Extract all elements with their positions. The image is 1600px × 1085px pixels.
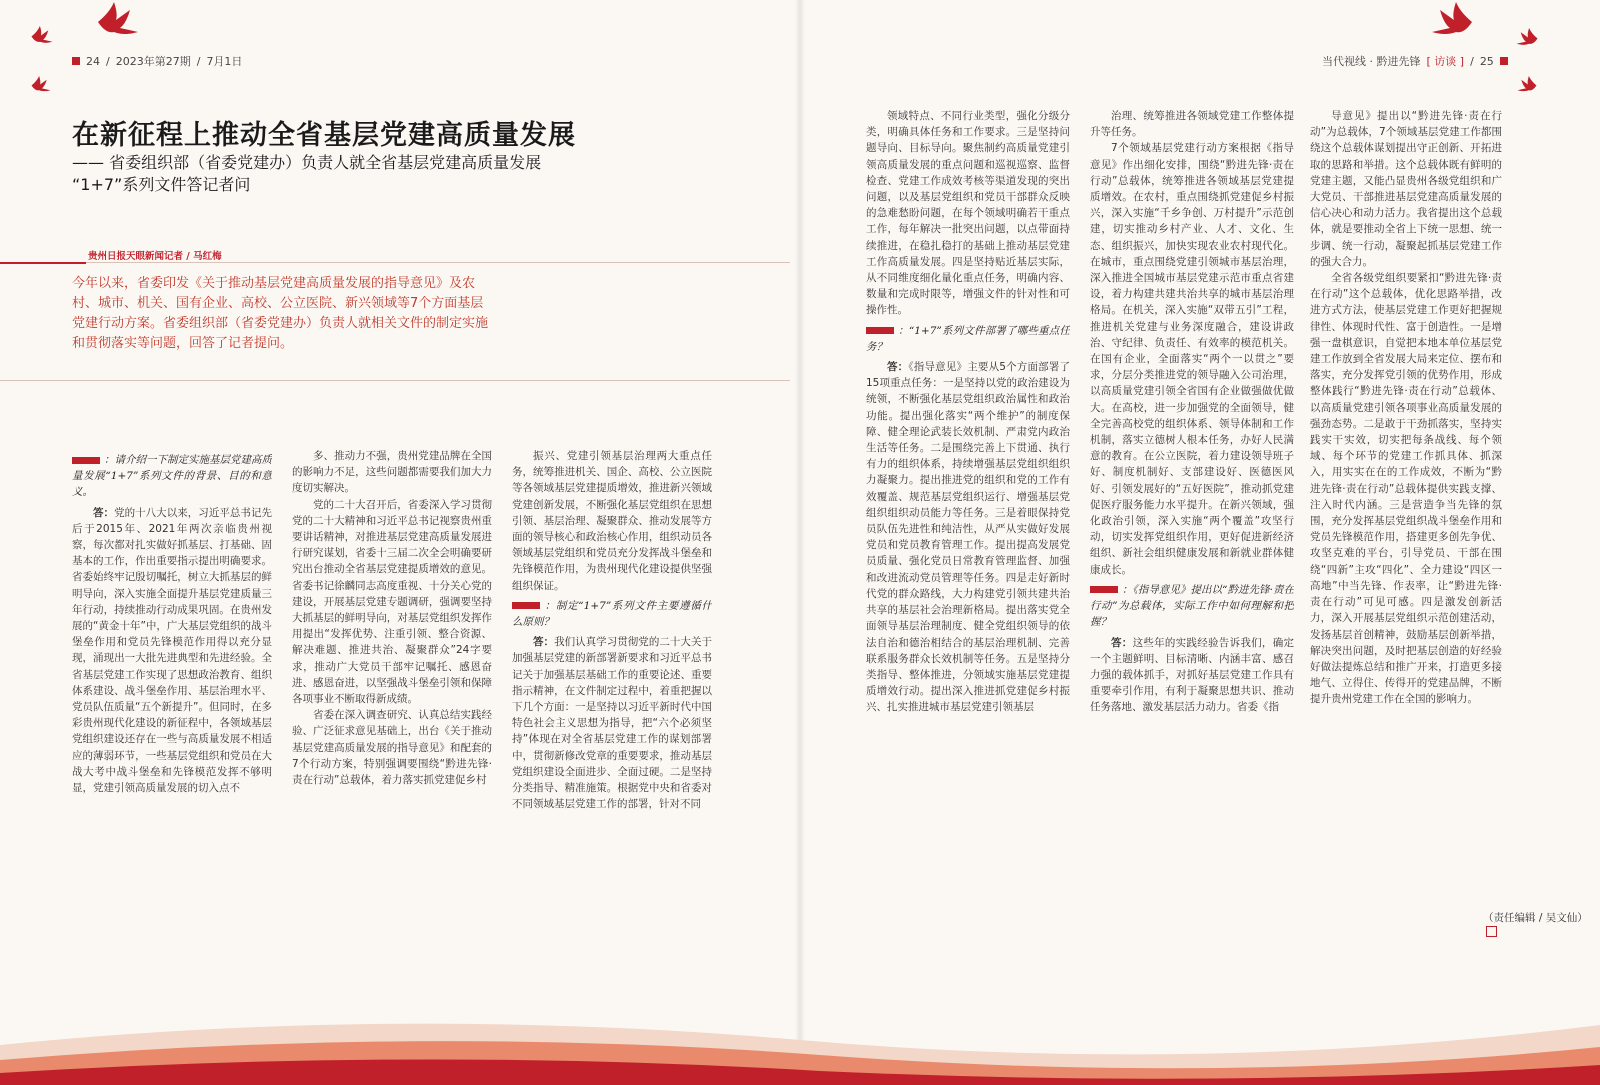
bottom-wave-decoration [0, 985, 1600, 1085]
question-text: ：制定“1+7”系列文件主要遵循什么原则？ [512, 599, 712, 629]
answer-lead: 答： [887, 361, 909, 374]
column-6 [1310, 108, 1502, 908]
interview-question [512, 598, 712, 630]
answer-text: 我们认真学习贯彻党的二十大关于加强基层党建的新部署新要求和习近平总书记关于加强基层基础工作的重要论述、重要指示精神，在文件制定过程中，着重把握以下几个方面：一是坚持以习近平新时代中国特色社会主义思想为指导，把“六个必须坚持”体现在对全省基层党建工作的谋划部署中，贯彻新修改党章的重要要求，推动基层党组织建设全面进步、全面过硬。二是坚持分类指导、精准施策。根据党中央和省委对不同领域基层党建工作的部署，针对不同 [512, 636, 712, 811]
header-right: 当代视线 · 黔进先锋 [ 访谈 ] / 25 [1322, 53, 1508, 69]
square-icon [1500, 57, 1508, 65]
section-label: 当代视线 · 黔进先锋 [1322, 55, 1421, 68]
answer-lead: 答： [93, 506, 115, 519]
column-1 [72, 448, 272, 933]
article-subtitle [72, 152, 541, 196]
interview-answer [512, 634, 712, 812]
page-number-left: 24 [86, 54, 100, 68]
body-paragraph: 领域特点、不同行业类型，强化分级分类，明确具体任务和工作要求。三是坚持问题导向、目标导向。聚焦制约高质量党建引领高质量发展的重点问题和巡视巡察、监督检查、党建工作成效考核等渠道发现的突出问题，以及基层党组织和党员干部群众反映的急难愁盼问题，在每个领域明确若干重点工作，每年解决一批突出问题，以点带面持续推进，在稳扎稳打的基础上推动基层党建工作高质量发展。四是坚持贴近基层实际，从不同维度细化量化重点任务，明确内容、数量和完成时限等，增强文件的针对性和可操作性。 [866, 110, 1070, 317]
bird-icon [1430, 2, 1474, 40]
question-text: ：请介绍一下制定实施基层党建高质量发展“1+7”系列文件的背景、目的和意义。 [72, 454, 272, 499]
editor-name: （责任编辑 / 吴文仙） [1483, 912, 1588, 924]
answer-lead: 答： [533, 636, 555, 649]
byline-accent-bar [0, 262, 86, 264]
page-fold [795, 0, 805, 1085]
interview-answer [1090, 635, 1294, 716]
section-tag: 访谈 [1434, 55, 1457, 68]
issue-date: 7月1日 [206, 55, 243, 68]
page-number-right: 25 [1479, 54, 1494, 68]
divider [0, 262, 790, 263]
answer-text: 党的十八大以来，习近平总书记先后于2015年、2021年两次亲临贵州视察，每次都对扎实做好抓基层、打基础、固基本的工作，作出重要指示提出明确要求。省委始终牢记殷切嘱托，树立大抓基层的鲜明导向，深入实施全面提升基层党建质量三年行动，持续推动行动成果巩固。在贵州发展的“黄金十年”中，广大基层党组织的战斗堡垒作用和党员先锋模范作用得以充分显现，涌现出一大批先进典型和先进经验。全省基层党建工作实现了思想政治教育、组织体系建设、战斗堡垒作用、基层治理水平、党员队伍质量“五个新提升”。但同时，在多彩贵州现代化建设的新征程中，各领域基层党组织建设还存在一些与高质量发展不相适应的薄弱环节，一些基层党组织和党员在大战大考中战斗堡垒和先锋模范发挥不够明显，党建引领高质量发展的切入点不 [72, 506, 272, 795]
body-paragraph: 治理、统筹推进各领域党建工作整体提升等任务。 [1090, 110, 1294, 139]
interview-question [866, 323, 1070, 355]
column-3 [512, 448, 712, 933]
subtitle-line-1: —— 省委组织部（省委党建办）负责人就全省基层党建高质量发展 [72, 153, 542, 172]
divider [0, 380, 790, 381]
body-paragraph: 振兴、党建引领基层治理两大重点任务，统筹推进机关、国企、高校、公立医院等各领域基层党建提质增效，推进新兴领域党建创新发展，不断强化基层党组织在思想引领、基层治理、凝聚群众、推动发展等方面的领导核心和政治核心作用，组织动员各领域基层党组织和党员充分发挥战斗堡垒和先锋模范作用，为贵州现代化建设提供坚强组织保证。 [512, 450, 712, 592]
interview-answer [72, 505, 272, 797]
end-mark-icon [1486, 926, 1497, 937]
body-paragraph: 导意见》提出以“黔进先锋·责在行动”为总载体，7个领域基层党建工作都围绕这个总载体谋划提出守正创新、开拓进取的思路和举措。这个总载体既有鲜明的党建主题，又能凸显贵州各级党组织和广大党员、干部推进基层党建高质量发展的信心决心和动力活力。我省提出这个总载体，就是要推动全省上下统一思想、统一步调、统一行动，凝聚起抓基层党建工作的强大合力。 [1310, 110, 1502, 268]
header-left: 24 / 2023年第27期 / 7月1日 [72, 53, 242, 69]
body-paragraph: 党的二十大召开后，省委深入学习贯彻党的二十大精神和习近平总书记视察贵州重要讲话精神，对推进基层党建高质量发展进行研究谋划，省委十三届二次全会明确要研究出台推动全省基层党建提质增效的意见。省委书记徐麟同志高度重视、十分关心党的建设，开展基层党建专题调研，强调要坚持大抓基层的鲜明导向，对基层党组织发挥作用提出“发挥优势、注重引领、整合资源、解决难题、推进共治、凝聚群众”24字要求，推动广大党员干部牢记嘱托、感恩奋进、感恩奋进，以坚强战斗堡垒引领和保障各项事业不断取得新成绩。 [292, 498, 492, 706]
body-paragraph: 多、推动力不强，贵州党建品牌在全国的影响力不足，这些问题都需要我们加大力度切实解决。 [292, 450, 492, 495]
bird-icon [96, 2, 140, 40]
question-text: ：《指导意见》提出以“黔进先锋·责在行动”为总载体，实际工作中如何理解和把握？ [1090, 583, 1294, 629]
question-text: ：“1+7”系列文件部署了哪些重点任务？ [866, 324, 1070, 353]
question-marker-icon [72, 457, 100, 464]
issue-label: 2023年第27期 [115, 55, 191, 68]
interview-answer [866, 359, 1070, 715]
interview-question [72, 452, 272, 501]
interview-question [1090, 582, 1294, 631]
body-paragraph: 7个领域基层党建行动方案根据《指导意见》作出细化安排，围绕“黔进先锋·责在行动”总载体，统筹推进各领域基层党建提质增效。在农村，重点围绕抓党建促乡村振兴，深入实施“千乡争创、万村提升”示范创建，切实推动乡村产业、人才、文化、生态、组织振兴，加快实现农业农村现代化。在城市，重点围绕党建引领城市基层治理，深入推进全国城市基层党建示范市重点省建设，着力构建共建共治共享的城市基层治理格局。在机关，深入实施“双带五引”工程，推进机关党建与业务深度融合，建设讲政治、守纪律、负责任、有效率的模范机关。在国有企业，全面落实“两个一以贯之”要求，分层分类推进党的领导融入公司治理，以高质量党建引领全省国有企业做强做优做大。在高校，进一步加强党的全面领导，健全完善高校党的组织体系、领导体制和工作机制，落实立德树人根本任务，办好人民满意的教育。在公立医院，着力建设领导班子好、制度机制好、支部建设好、医德医风好、引领发展好的“五好医院”，推动抓党建促医疗服务能力水平提升。在新兴领域，强化政治引领，深入实施“两个覆盖”攻坚行动，切实发挥党组织作用，更好促进新经济组织、新社会组织健康发展和新就业群体健康成长。 [1090, 142, 1294, 576]
question-marker-icon [512, 602, 540, 609]
bird-icon [30, 26, 54, 46]
column-4 [866, 108, 1070, 933]
column-2 [292, 448, 492, 933]
question-marker-icon [1090, 586, 1118, 593]
square-icon [72, 57, 80, 65]
body-paragraph: 省委在深入调查研究、认真总结实践经验、广泛征求意见基础上，出台《关于推动基层党建高质量发展的指导意见》和配套的7个行动方案，特别强调要围绕“黔进先锋·责在行动”总载体，着力落实抓党建促乡村 [292, 709, 492, 787]
question-marker-icon [866, 327, 894, 334]
byline: 贵州日报天眼新闻记者 / 马红梅 [88, 251, 222, 262]
bird-icon [1516, 76, 1538, 94]
answer-text: 《指导意见》主要从5个方面部署了15项重点任务：一是坚持以党的政治建设为统领，不断强化基层党组织政治属性和政治功能。提出强化落实“两个维护”的制度保障、健全理论武装长效机制、严肃党内政治生活等任务。二是围绕完善上下贯通、执行有力的组织体系，持续增强基层党组织组织力凝聚力。提出推进党的组织和党的工作有效覆盖、规范基层党组织运行、增强基层党组织组织动员能力等任务。三是着眼保持党员队伍先进性和纯洁性，从严从实做好发展党员和党员教育管理工作。提出提高发展党员质量、强化党员日常教育管理监督、加强和改进流动党员管理等任务。四是走好新时代党的群众路线，大力构建党引领共建共治共享的基层社会治理新格局。提出落实党全面领导基层治理制度、健全党组织领导的依法自治和德治相结合的基层治理机制、完善联系服务群众长效机制等任务。五是坚持分类指导、整体推进，分领域实施基层党建提质增效行动。提出深入推进抓党建促乡村振兴、扎实推进城市基层党建引领基层 [866, 361, 1070, 714]
article-title: 在新征程上推动全省基层党建高质量发展 [72, 120, 576, 151]
bird-icon [1515, 28, 1539, 48]
bird-icon [30, 76, 52, 94]
answer-lead: 答： [1111, 636, 1133, 649]
column-5 [1090, 108, 1294, 933]
lead-paragraph: 今年以来，省委印发《关于推动基层党建高质量发展的指导意见》及农村、城市、机关、国有企业、高校、公立医院、新兴领域等7个方面基层党建行动方案。省委组织部（省委党建办）负责人就相关文件的制定实施和贯彻落实等问题，回答了记者提问。 [72, 276, 489, 351]
subtitle-line-2: “1+7”系列文件答记者问 [72, 175, 251, 194]
editor-note [1483, 910, 1600, 937]
answer-text: 这些年的实践经验告诉我们，确定一个主题鲜明、目标清晰、内涵丰富、感召力强的载体抓手，对抓好基层党建工作具有重要牵引作用，有利于凝聚思想共识、推动任务落地、激发基层活力动力。省委《指 [1090, 636, 1294, 714]
body-paragraph: 全省各级党组织要紧扣“黔进先锋·责在行动”这个总载体，优化思路举措，改进方式方法，使基层党建工作更好把握规律性、体现时代性、富于创造性。一是增强一盘棋意识，自觉把本地本单位基层党建工作放到全省发展大局来定位、摆布和落实，充分发挥党引领的优势作用，形成整体践行“黔进先锋·责在行动”总载体、以高质量党建引领各项事业高质量发展的强劲态势。二是敢于干劲抓落实，坚持实践实干实效，切实把每条战线、每个领域、每个环节的党建工作抓具体、抓深入，用实实在在的工作成效，不断为“黔进先锋·责在行动”总载体提供实践支撑、注入时代内涵。三是营造争当先锋的氛围，充分发挥基层党组织战斗堡垒作用和党员先锋模范作用，搭建更多创先争优、攻坚克难的平台，引导党员、干部在围绕“四新”主攻“四化”、全力建设“四区一高地”中当先锋、作表率，让“黔进先锋·责在行动”可见可感。四是激发创新活力，深入开展基层党组织示范创建活动，发扬基层首创精神，鼓励基层创新举措，解决突出问题，及时把基层创造的好经验好做法提炼总结和推广开来，打造更多接地气、立得住、传得开的党建品牌，不断提升贵州党建工作在全国的影响力。 [1310, 272, 1502, 706]
